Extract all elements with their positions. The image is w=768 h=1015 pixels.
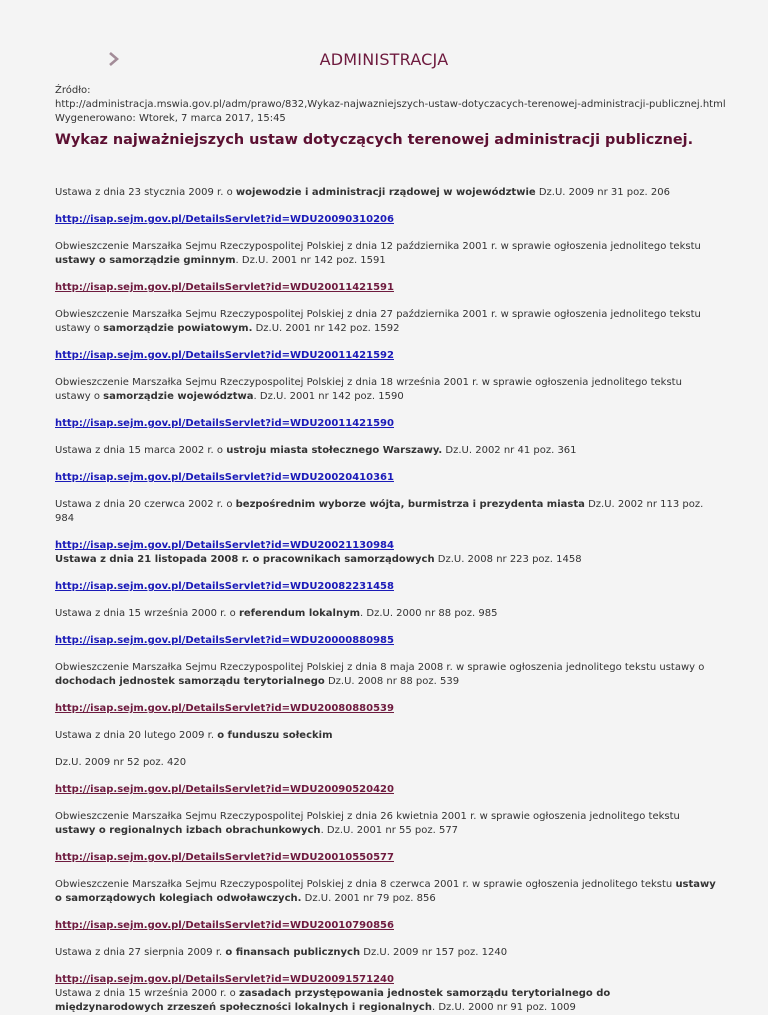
isap-link[interactable]: http://isap.sejm.gov.pl/DetailsServlet?id=WDU20080880539 (55, 703, 394, 714)
isap-link[interactable]: http://isap.sejm.gov.pl/DetailsServlet?id=WDU20082231458 (55, 581, 394, 592)
law-entry: Obwieszczenie Marszałka Sejmu Rzeczypospolitej Polskiej z dnia 12 października 2001 r. w sprawie ogłoszenia jednolitego tekstu ustawy o samorządzie gminnym. Dz.U. 2001 nr 142 poz. 1591 (55, 241, 701, 266)
isap-link[interactable]: http://isap.sejm.gov.pl/DetailsServlet?id=WDU20010790856 (55, 920, 394, 931)
isap-link[interactable]: http://isap.sejm.gov.pl/DetailsServlet?id=WDU20091571240 (55, 974, 394, 985)
law-entry: Obwieszczenie Marszałka Sejmu Rzeczypospolitej Polskiej z dnia 27 października 2001 r. w sprawie ogłoszenia jednolitego tekstu ustawy o samorządzie powiatowym. Dz.U. 2001 nr 142 poz. 1592 (55, 309, 701, 334)
law-entry: Obwieszczenie Marszałka Sejmu Rzeczypospolitej Polskiej z dnia 18 września 2001 r. w sprawie ogłoszenia jednolitego tekstu ustawy o samorządzie województwa. Dz.U. 2001 nr 142 poz. 1590 (55, 377, 682, 402)
isap-link[interactable]: http://isap.sejm.gov.pl/DetailsServlet?id=WDU20090520420 (55, 784, 394, 795)
law-entry: Obwieszczenie Marszałka Sejmu Rzeczypospolitej Polskiej z dnia 26 kwietnia 2001 r. w sprawie ogłoszenia jednolitego tekstu ustawy o regionalnych izbach obrachunkowych. Dz.U. 2001 nr 55 poz. 577 (55, 811, 680, 836)
isap-link[interactable]: http://isap.sejm.gov.pl/DetailsServlet?id=WDU20011421590 (55, 418, 394, 429)
generated-date: Wygenerowano: Wtorek, 7 marca 2017, 15:45 (55, 113, 286, 124)
law-list (55, 186, 720, 1015)
isap-link[interactable]: http://isap.sejm.gov.pl/DetailsServlet?id=WDU20011421591 (55, 282, 394, 293)
isap-link[interactable]: http://isap.sejm.gov.pl/DetailsServlet?id=WDU20000880985 (55, 635, 394, 646)
isap-link[interactable]: http://isap.sejm.gov.pl/DetailsServlet?id=WDU20011421592 (55, 350, 394, 361)
isap-link[interactable]: http://isap.sejm.gov.pl/DetailsServlet?id=WDU20021130984 (55, 540, 394, 551)
law-entry: Ustawa z dnia 20 lutego 2009 r. o funduszu sołeckim (55, 730, 333, 741)
isap-link[interactable]: http://isap.sejm.gov.pl/DetailsServlet?id=WDU20020410361 (55, 472, 394, 483)
law-entry: Ustawa z dnia 27 sierpnia 2009 r. o finansach publicznych Dz.U. 2009 nr 157 poz. 1240 (55, 947, 508, 958)
site-title: ADMINISTRACJA (319, 50, 449, 69)
source-label: Źródło: (55, 85, 91, 96)
source-meta (55, 84, 726, 126)
law-entry: Ustawa z dnia 15 września 2000 r. o zasadach przystępowania jednostek samorządu terytorialnego do międzynarodowych zrzeszeń społeczności lokalnych i regionalnych. Dz.U. 2000 nr 91 poz. 1009 (55, 988, 611, 1013)
law-entry: Obwieszczenie Marszałka Sejmu Rzeczypospolitej Polskiej z dnia 8 maja 2008 r. w sprawie ogłoszenia jednolitego tekstu ustawy o dochodach jednostek samorządu terytorialnego Dz.U. 2008 nr 88 poz. 539 (55, 662, 705, 687)
law-entry: Obwieszczenie Marszałka Sejmu Rzeczypospolitej Polskiej z dnia 8 czerwca 2001 r. w sprawie ogłoszenia jednolitego tekstu ustawy o samorządowych kolegiach odwoławczych. Dz.U. 2001 nr 79 poz. 856 (55, 879, 716, 904)
law-entry: Ustawa z dnia 15 marca 2002 r. o ustroju miasta stołecznego Warszawy. Dz.U. 2002 nr 41 poz. 361 (55, 445, 577, 456)
law-entry: Ustawa z dnia 20 czerwca 2002 r. o bezpośrednim wyborze wójta, burmistrza i prezydenta miasta Dz.U. 2002 nr 113 poz. 984 (55, 499, 704, 524)
law-entry-citation: Dz.U. 2009 nr 52 poz. 420 (55, 757, 187, 768)
document-title: Wykaz najważniejszych ustaw dotyczących terenowej administracji publicznej. (55, 132, 694, 148)
isap-link[interactable]: http://isap.sejm.gov.pl/DetailsServlet?id=WDU20090310206 (55, 214, 394, 225)
law-entry: Ustawa z dnia 15 września 2000 r. o referendum lokalnym. Dz.U. 2000 nr 88 poz. 985 (55, 608, 498, 619)
law-entry: Ustawa z dnia 21 listopada 2008 r. o pracownikach samorządowych Dz.U. 2008 nr 223 poz. 1458 (55, 554, 582, 565)
header (55, 0, 713, 69)
law-entry: Ustawa z dnia 23 stycznia 2009 r. o wojewodzie i administracji rządowej w województwie Dz.U. 2009 nr 31 poz. 206 (55, 187, 670, 198)
isap-link[interactable]: http://isap.sejm.gov.pl/DetailsServlet?id=WDU20010550577 (55, 852, 394, 863)
source-url: http://administracja.mswia.gov.pl/adm/prawo/832,Wykaz-najwazniejszych-ustaw-dotyczacych-terenowej-administracji-publicznej.html (55, 99, 726, 110)
